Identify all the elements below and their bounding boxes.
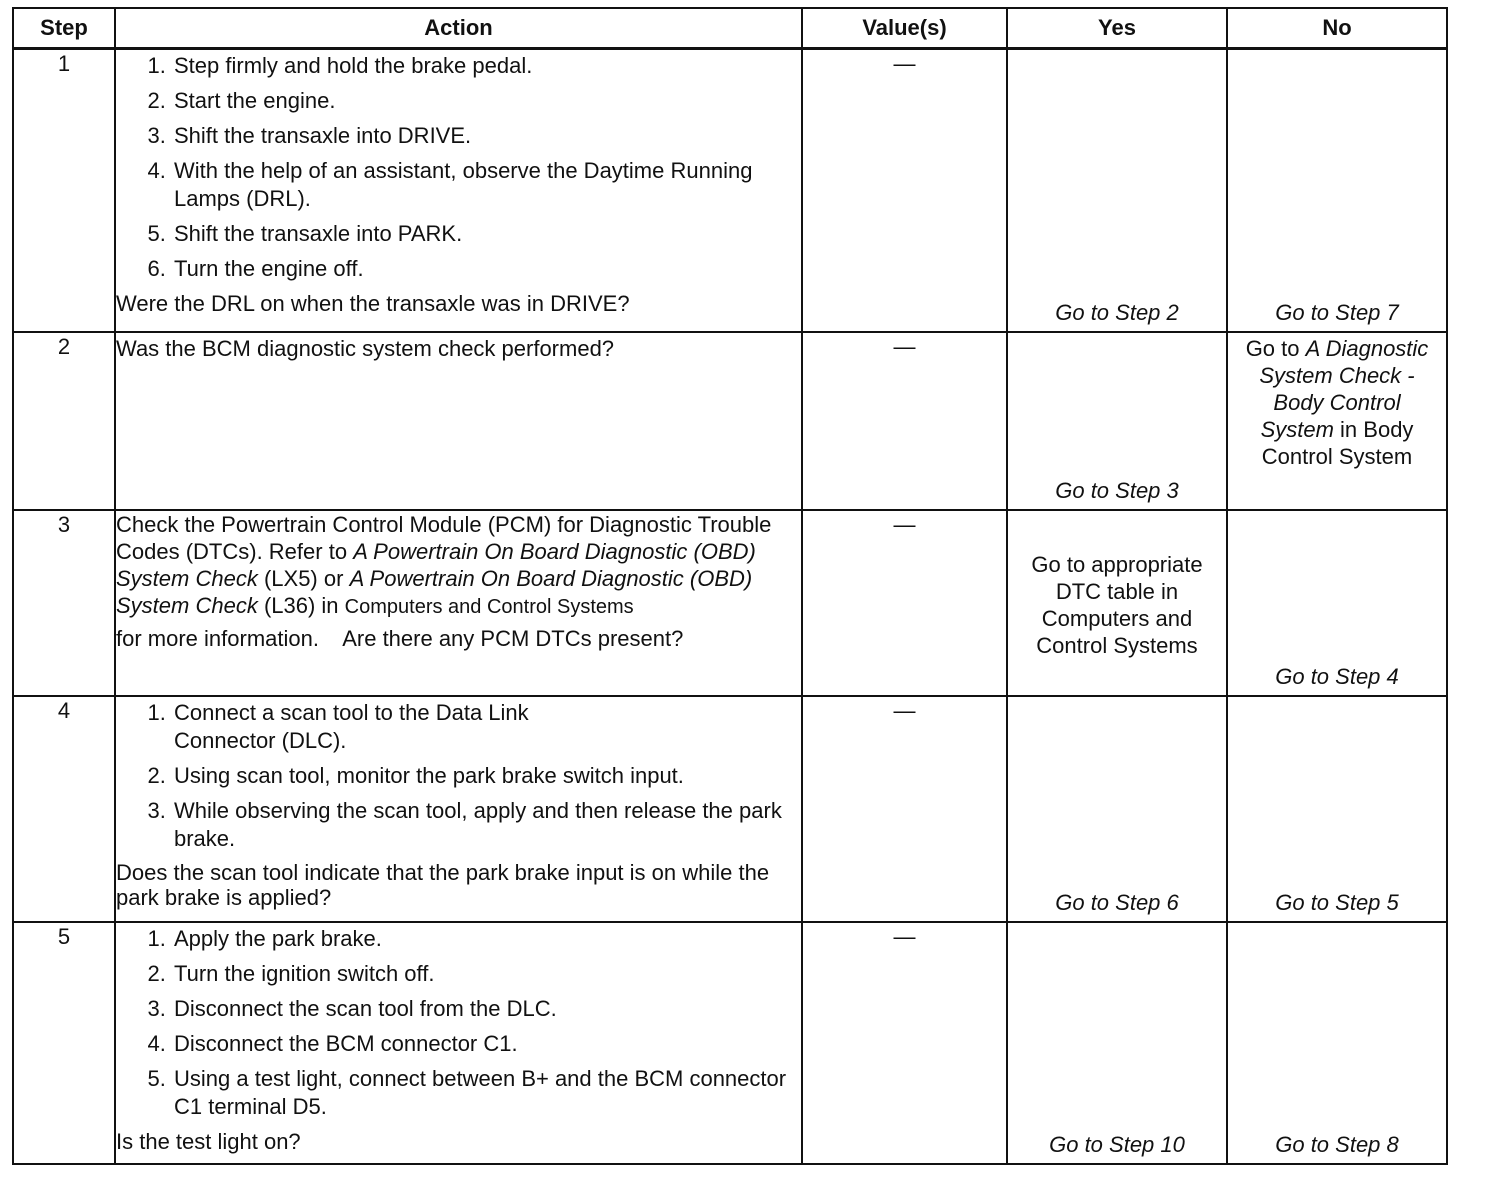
list-item: 4. With the help of an assistant, observe the Daytime Running Lamps (DRL). [172, 157, 801, 213]
action-text: (L36) in [263, 592, 339, 618]
list-item: 2. Using scan tool, monitor the park brake switch input. [172, 762, 801, 790]
header-step: Step [13, 8, 115, 49]
no-cell [1227, 49, 1447, 332]
header-no: No [1227, 8, 1447, 49]
step-number: 4 [13, 696, 115, 922]
no-goto: Go to Step 5 [1275, 889, 1399, 915]
table-row [13, 332, 1447, 510]
no-goto: Go to Step 8 [1275, 1131, 1399, 1157]
list-item: 4. Disconnect the BCM connector C1. [172, 1030, 801, 1058]
list-item: 2. Start the engine. [172, 87, 801, 115]
yes-goto: Go to appropriate DTC table in Computers and Control Systems [1031, 551, 1203, 658]
list-item: 3. While observing the scan tool, apply and then release the park brake. [172, 797, 801, 853]
action-ref: A Powertrain On Board Diagnostic (OBD) System Check [116, 565, 753, 618]
action-text: (LX5) or [263, 565, 344, 591]
step-number: 1 [13, 49, 115, 332]
header-values: Value(s) [802, 8, 1007, 49]
list-item: 3. Disconnect the scan tool from the DLC. [172, 995, 801, 1023]
no-cell [1227, 510, 1447, 696]
action-text: for more information. [116, 625, 319, 651]
list-item: 1. Step firmly and hold the brake pedal. [172, 52, 801, 80]
action-question: Is the test light on? [116, 1128, 301, 1154]
action-list [116, 699, 801, 853]
list-item: 5. Shift the transaxle into PARK. [172, 220, 801, 248]
action-cell [115, 332, 802, 510]
yes-goto: Go to Step 6 [1055, 889, 1179, 915]
no-reference [1228, 335, 1446, 470]
list-item: 1. Apply the park brake. [172, 925, 801, 953]
no-cell [1227, 696, 1447, 922]
value-cell: — [802, 922, 1007, 1164]
action-question: Was the BCM diagnostic system check performed? [116, 335, 615, 361]
list-item: 1. Connect a scan tool to the Data Link Connector (DLC). [172, 699, 594, 755]
header-yes: Yes [1007, 8, 1227, 49]
value-cell: — [802, 49, 1007, 332]
value-cell: — [802, 510, 1007, 696]
step-number: 5 [13, 922, 115, 1164]
table-row [13, 922, 1447, 1164]
step-number: 2 [13, 332, 115, 510]
action-text: Computers and Control Systems [344, 595, 634, 618]
no-suffix: in Body Control System [1261, 416, 1414, 469]
list-item: 5. Using a test light, connect between B+ and the BCM connector C1 terminal D5. [172, 1065, 801, 1121]
yes-cell [1007, 922, 1227, 1164]
table-row [13, 49, 1447, 332]
action-list [116, 925, 801, 1121]
action-cell [115, 49, 802, 332]
step-number: 3 [13, 510, 115, 696]
no-cell [1227, 922, 1447, 1164]
list-item: 2. Turn the ignition switch off. [172, 960, 801, 988]
action-question: Does the scan tool indicate that the park brake input is on while the park brake is applied? [116, 859, 770, 910]
table-row [13, 696, 1447, 922]
action-list [116, 52, 801, 283]
action-question: Were the DRL on when the transaxle was in DRIVE? [116, 291, 630, 316]
table-row [13, 510, 1447, 696]
yes-cell [1007, 49, 1227, 332]
no-goto: Go to Step 4 [1275, 663, 1399, 689]
list-item: 6. Turn the engine off. [172, 255, 801, 283]
yes-goto: Go to Step 2 [1055, 299, 1179, 325]
action-question: Are there any PCM DTCs present? [342, 625, 684, 651]
value-cell: — [802, 332, 1007, 510]
yes-goto: Go to Step 3 [1055, 477, 1179, 503]
yes-cell [1007, 696, 1227, 922]
yes-cell [1007, 332, 1227, 510]
action-text: Check the Powertrain Control Module (PCM) for Diagnostic Trouble Codes (DTCs). Refer to [116, 511, 772, 564]
action-ref: A Powertrain On Board Diagnostic (OBD) System Check [116, 538, 756, 591]
list-item: 3. Shift the transaxle into DRIVE. [172, 122, 801, 150]
yes-goto: Go to Step 10 [1049, 1131, 1185, 1157]
no-cell [1227, 332, 1447, 510]
header-row [13, 8, 1447, 49]
action-cell [115, 510, 802, 696]
header-action: Action [115, 8, 802, 49]
no-goto: Go to Step 7 [1275, 299, 1399, 325]
action-cell [115, 922, 802, 1164]
diagnostic-table [12, 7, 1448, 1165]
action-cell [115, 696, 802, 922]
no-ref: A Diagnostic System Check - Body Control System [1259, 335, 1429, 442]
yes-cell [1007, 510, 1227, 696]
no-prefix: Go to [1245, 335, 1300, 361]
value-cell: — [802, 696, 1007, 922]
